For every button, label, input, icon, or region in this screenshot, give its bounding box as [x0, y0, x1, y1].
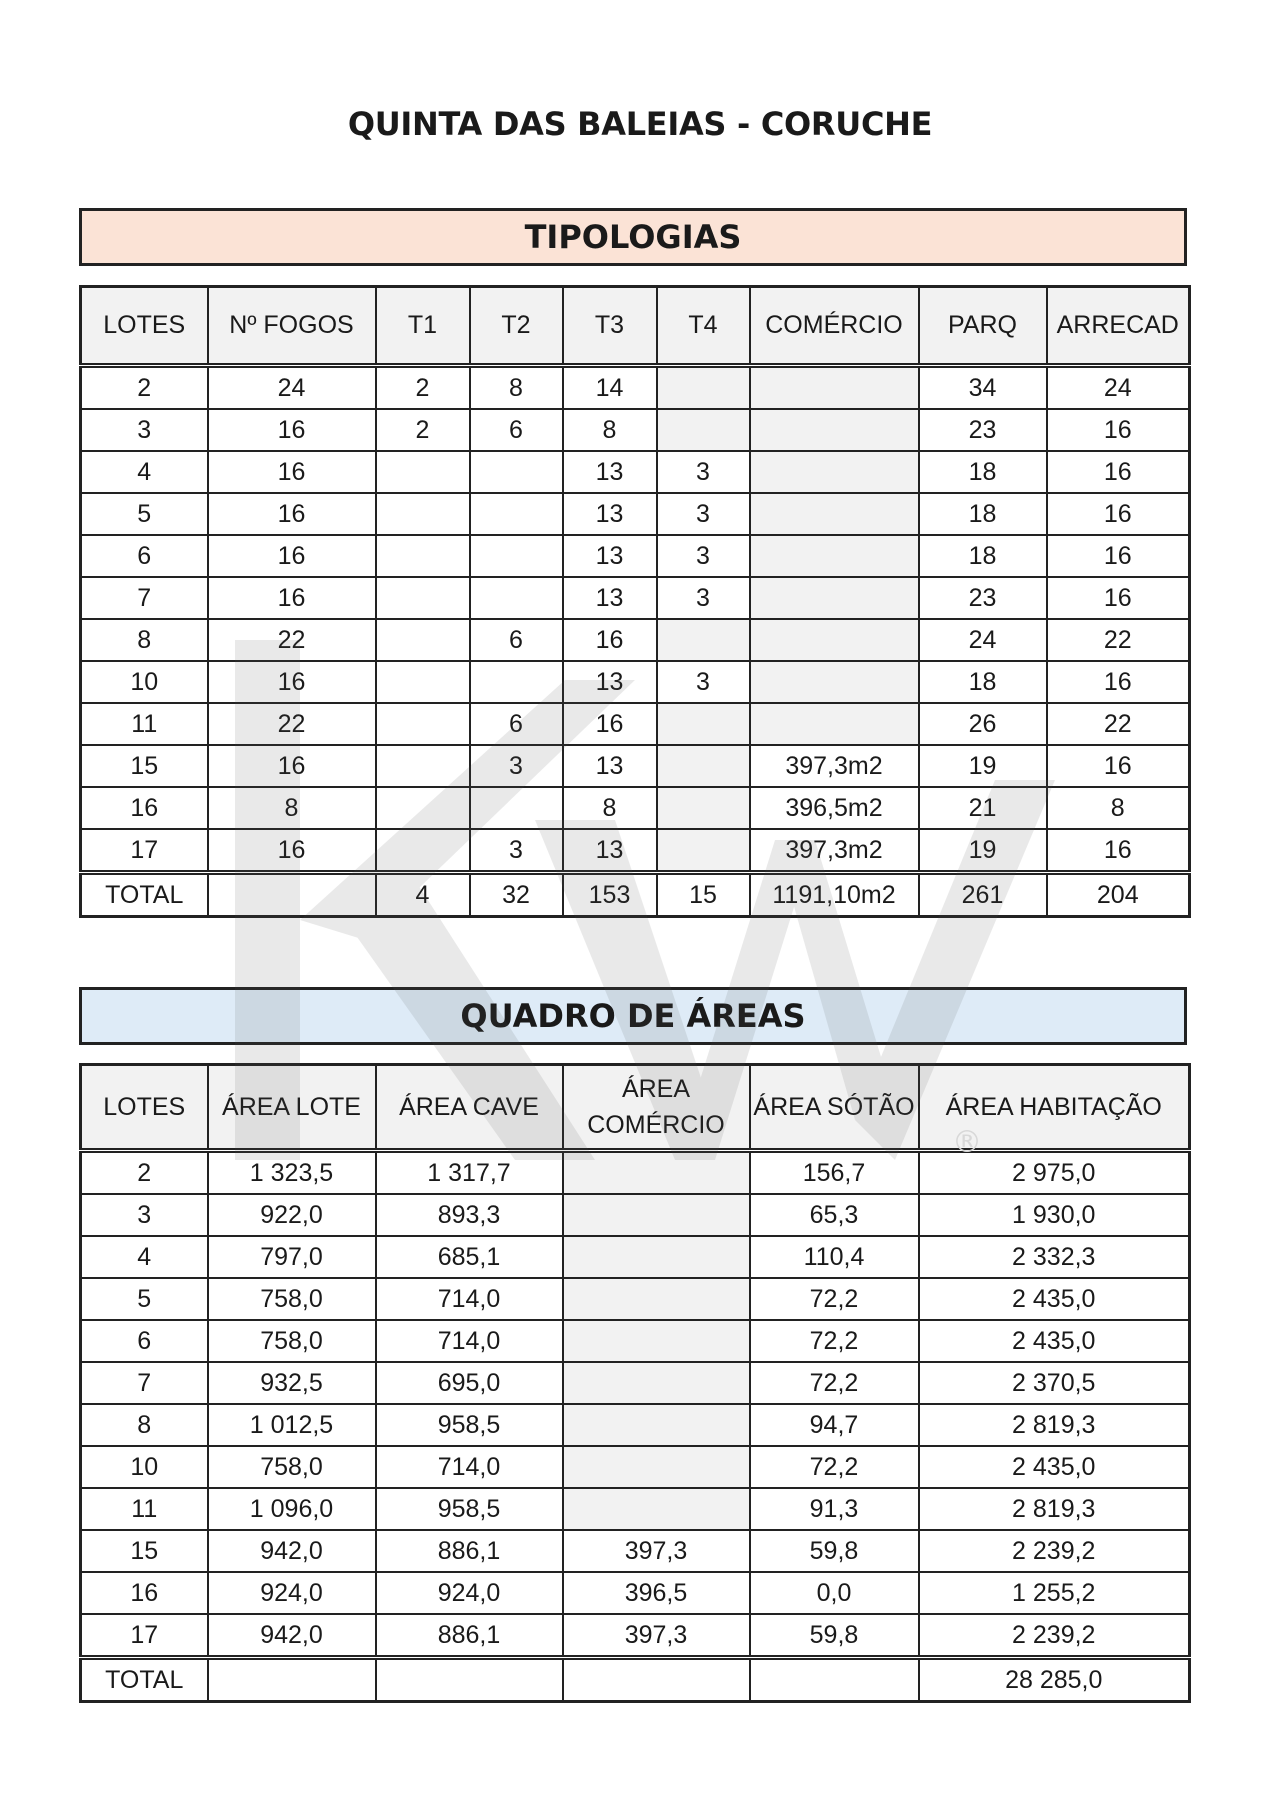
- table-cell: 1 255,2: [919, 1572, 1190, 1614]
- table-cell: 714,0: [376, 1278, 563, 1320]
- table-cell: 924,0: [376, 1572, 563, 1614]
- table-cell: [657, 829, 750, 873]
- table-cell: 942,0: [208, 1614, 376, 1658]
- table-cell: 23: [919, 409, 1047, 451]
- column-header: ÁREA SÓTÃO: [750, 1065, 919, 1151]
- table-cell: [563, 1658, 750, 1702]
- table-cell: [750, 451, 919, 493]
- table-cell: [470, 493, 563, 535]
- table-cell: 2 239,2: [919, 1530, 1190, 1572]
- table-cell: [563, 1236, 750, 1278]
- table-cell: 1 323,5: [208, 1151, 376, 1195]
- column-header: ARRECAD: [1047, 287, 1190, 366]
- table-row: [81, 1362, 1190, 1404]
- table-row: [81, 1404, 1190, 1446]
- column-header: COMÉRCIO: [750, 287, 919, 366]
- table-row: [81, 493, 1190, 535]
- table-cell: [750, 703, 919, 745]
- column-header: ÁREA CAVE: [376, 1065, 563, 1151]
- table-cell: [563, 1320, 750, 1362]
- areas-heading: QUADRO DE ÁREAS: [79, 987, 1187, 1045]
- table-cell: 714,0: [376, 1320, 563, 1362]
- table-cell: [750, 619, 919, 661]
- table-cell: 17: [81, 1614, 208, 1658]
- table-cell: 153: [563, 873, 657, 917]
- table-cell: 886,1: [376, 1530, 563, 1572]
- table-row: [81, 1278, 1190, 1320]
- table-cell: 2 435,0: [919, 1320, 1190, 1362]
- table-cell: [657, 745, 750, 787]
- table-cell: 8: [81, 619, 208, 661]
- table-cell: [376, 619, 470, 661]
- table-cell: 3: [657, 451, 750, 493]
- table-row: [81, 1236, 1190, 1278]
- table-cell: 6: [470, 703, 563, 745]
- table-cell: [563, 1278, 750, 1320]
- table-cell: 13: [563, 451, 657, 493]
- tipologias-table: [79, 285, 1191, 918]
- table-cell: 8: [563, 409, 657, 451]
- table-cell: 8: [1047, 787, 1190, 829]
- table-cell: 72,2: [750, 1446, 919, 1488]
- table-cell: 2 370,5: [919, 1362, 1190, 1404]
- table-cell: 16: [1047, 493, 1190, 535]
- table-cell: 4: [81, 451, 208, 493]
- table-cell: [376, 661, 470, 703]
- table-cell: 18: [919, 493, 1047, 535]
- table-cell: [563, 1446, 750, 1488]
- table-row: [81, 1151, 1190, 1195]
- table-row: [81, 535, 1190, 577]
- table-cell: 2: [81, 366, 208, 410]
- table-cell: [657, 619, 750, 661]
- table-cell: 7: [81, 577, 208, 619]
- table-cell: 886,1: [376, 1614, 563, 1658]
- table-cell: 16: [563, 703, 657, 745]
- table-cell: 2 975,0: [919, 1151, 1190, 1195]
- table-cell: [750, 535, 919, 577]
- table-header-row: [81, 1065, 1190, 1151]
- table-cell: [376, 577, 470, 619]
- table-row: [81, 451, 1190, 493]
- table-cell: 16: [208, 829, 376, 873]
- column-header: Nº FOGOS: [208, 287, 376, 366]
- table-cell: 7: [81, 1362, 208, 1404]
- table-cell: [563, 1151, 750, 1195]
- table-cell: 2: [376, 366, 470, 410]
- table-cell: 4: [81, 1236, 208, 1278]
- table-cell: 19: [919, 829, 1047, 873]
- page-title: QUINTA DAS BALEIAS - CORUCHE: [347, 105, 933, 143]
- table-cell: 695,0: [376, 1362, 563, 1404]
- table-cell: 958,5: [376, 1488, 563, 1530]
- table-cell: 3: [470, 829, 563, 873]
- table-row: [81, 1488, 1190, 1530]
- table-cell: 13: [563, 661, 657, 703]
- column-header: ÁREA COMÉRCIO: [563, 1065, 750, 1151]
- table-row: [81, 1446, 1190, 1488]
- table-row: [81, 366, 1190, 410]
- table-cell: 758,0: [208, 1278, 376, 1320]
- table-cell: 2 239,2: [919, 1614, 1190, 1658]
- table-cell: [750, 1658, 919, 1702]
- table-cell: [470, 577, 563, 619]
- table-cell: 2 435,0: [919, 1278, 1190, 1320]
- column-header: ÁREA LOTE: [208, 1065, 376, 1151]
- table-cell: 758,0: [208, 1320, 376, 1362]
- table-cell: 21: [919, 787, 1047, 829]
- areas-table: [79, 1063, 1191, 1703]
- table-row: [81, 1194, 1190, 1236]
- table-cell: 22: [208, 619, 376, 661]
- table-cell: 2 332,3: [919, 1236, 1190, 1278]
- table-row: [81, 1614, 1190, 1658]
- table-cell: 16: [208, 661, 376, 703]
- table-cell: 22: [1047, 619, 1190, 661]
- table-cell: 16: [81, 787, 208, 829]
- table-cell: 758,0: [208, 1446, 376, 1488]
- tipologias-heading: TIPOLOGIAS: [79, 208, 1187, 266]
- table-row: [81, 829, 1190, 873]
- table-row: [81, 787, 1190, 829]
- table-cell: 16: [208, 493, 376, 535]
- table-row: [81, 1572, 1190, 1614]
- table-cell: 397,3m2: [750, 829, 919, 873]
- table-cell: [376, 745, 470, 787]
- table-cell: 397,3m2: [750, 745, 919, 787]
- table-cell: TOTAL: [81, 873, 208, 917]
- table-cell: 0,0: [750, 1572, 919, 1614]
- table-cell: 16: [208, 451, 376, 493]
- table-cell: 6: [81, 1320, 208, 1362]
- table-cell: 16: [1047, 829, 1190, 873]
- table-cell: 28 285,0: [919, 1658, 1190, 1702]
- table-cell: [376, 703, 470, 745]
- table-cell: 797,0: [208, 1236, 376, 1278]
- table-cell: 6: [81, 535, 208, 577]
- table-cell: 59,8: [750, 1530, 919, 1572]
- table-cell: 3: [657, 535, 750, 577]
- table-cell: 18: [919, 535, 1047, 577]
- column-header: LOTES: [81, 1065, 208, 1151]
- table-cell: [563, 1404, 750, 1446]
- table-cell: 16: [208, 577, 376, 619]
- table-cell: 13: [563, 829, 657, 873]
- table-cell: [750, 577, 919, 619]
- table-cell: [376, 535, 470, 577]
- table-cell: 15: [81, 745, 208, 787]
- table-cell: [563, 1362, 750, 1404]
- table-cell: 8: [470, 366, 563, 410]
- table-cell: 13: [563, 745, 657, 787]
- table-cell: 14: [563, 366, 657, 410]
- table-cell: [657, 366, 750, 410]
- column-header: PARQ: [919, 287, 1047, 366]
- table-cell: [750, 409, 919, 451]
- table-cell: 34: [919, 366, 1047, 410]
- column-header: T4: [657, 287, 750, 366]
- table-cell: 5: [81, 1278, 208, 1320]
- table-cell: 924,0: [208, 1572, 376, 1614]
- table-cell: 3: [81, 1194, 208, 1236]
- table-cell: [750, 661, 919, 703]
- table-cell: 24: [208, 366, 376, 410]
- table-cell: 10: [81, 1446, 208, 1488]
- table-cell: 16: [1047, 409, 1190, 451]
- table-cell: 13: [563, 535, 657, 577]
- table-cell: 11: [81, 1488, 208, 1530]
- table-cell: 59,8: [750, 1614, 919, 1658]
- table-cell: 18: [919, 661, 1047, 703]
- table-cell: 1 096,0: [208, 1488, 376, 1530]
- table-cell: 958,5: [376, 1404, 563, 1446]
- table-cell: 32: [470, 873, 563, 917]
- table-cell: 16: [81, 1572, 208, 1614]
- table-cell: 16: [1047, 745, 1190, 787]
- table-cell: 11: [81, 703, 208, 745]
- table-cell: [657, 703, 750, 745]
- table-cell: 3: [657, 661, 750, 703]
- table-cell: 16: [208, 409, 376, 451]
- table-cell: [750, 493, 919, 535]
- table-cell: 204: [1047, 873, 1190, 917]
- column-header: T3: [563, 287, 657, 366]
- table-cell: 685,1: [376, 1236, 563, 1278]
- column-header: ÁREA HABITAÇÃO: [919, 1065, 1190, 1151]
- table-cell: 2 819,3: [919, 1488, 1190, 1530]
- table-cell: 16: [208, 745, 376, 787]
- table-row: [81, 409, 1190, 451]
- table-cell: 893,3: [376, 1194, 563, 1236]
- table-cell: 922,0: [208, 1194, 376, 1236]
- table-cell: 3: [470, 745, 563, 787]
- table-row: [81, 619, 1190, 661]
- table-cell: 396,5m2: [750, 787, 919, 829]
- table-cell: 2 819,3: [919, 1404, 1190, 1446]
- table-cell: [470, 787, 563, 829]
- total-row: [81, 873, 1190, 917]
- table-cell: 16: [1047, 451, 1190, 493]
- table-cell: 932,5: [208, 1362, 376, 1404]
- table-cell: 714,0: [376, 1446, 563, 1488]
- table-cell: 2: [81, 1151, 208, 1195]
- table-cell: 22: [1047, 703, 1190, 745]
- table-cell: 18: [919, 451, 1047, 493]
- table-cell: 24: [919, 619, 1047, 661]
- table-cell: [657, 787, 750, 829]
- table-cell: [470, 661, 563, 703]
- table-cell: 2 435,0: [919, 1446, 1190, 1488]
- table-cell: 3: [657, 577, 750, 619]
- table-cell: 16: [1047, 535, 1190, 577]
- table-cell: 16: [208, 535, 376, 577]
- table-cell: 72,2: [750, 1362, 919, 1404]
- registered-mark: ®: [952, 1125, 982, 1160]
- table-header-row: [81, 287, 1190, 366]
- table-cell: 397,3: [563, 1530, 750, 1572]
- column-header: T2: [470, 287, 563, 366]
- table-cell: [563, 1194, 750, 1236]
- table-cell: [376, 829, 470, 873]
- table-cell: 8: [81, 1404, 208, 1446]
- table-row: [81, 577, 1190, 619]
- table-row: [81, 1530, 1190, 1572]
- table-cell: 396,5: [563, 1572, 750, 1614]
- table-cell: 65,3: [750, 1194, 919, 1236]
- table-cell: 94,7: [750, 1404, 919, 1446]
- table-cell: [470, 535, 563, 577]
- table-cell: 91,3: [750, 1488, 919, 1530]
- table-cell: 23: [919, 577, 1047, 619]
- table-cell: 6: [470, 409, 563, 451]
- table-cell: 6: [470, 619, 563, 661]
- table-cell: 72,2: [750, 1320, 919, 1362]
- column-header: T1: [376, 287, 470, 366]
- table-cell: 261: [919, 873, 1047, 917]
- table-cell: 1 317,7: [376, 1151, 563, 1195]
- table-cell: 156,7: [750, 1151, 919, 1195]
- table-cell: 17: [81, 829, 208, 873]
- table-row: [81, 661, 1190, 703]
- table-cell: 72,2: [750, 1278, 919, 1320]
- total-row: [81, 1658, 1190, 1702]
- table-cell: 3: [657, 493, 750, 535]
- table-cell: 15: [657, 873, 750, 917]
- table-cell: [470, 451, 563, 493]
- table-cell: 1 930,0: [919, 1194, 1190, 1236]
- column-header: LOTES: [81, 287, 208, 366]
- table-cell: 19: [919, 745, 1047, 787]
- table-cell: [657, 409, 750, 451]
- table-cell: 942,0: [208, 1530, 376, 1572]
- table-cell: 24: [1047, 366, 1190, 410]
- table-cell: 16: [563, 619, 657, 661]
- table-cell: 10: [81, 661, 208, 703]
- table-cell: [376, 493, 470, 535]
- table-cell: 1 012,5: [208, 1404, 376, 1446]
- table-cell: 5: [81, 493, 208, 535]
- table-cell: 2: [376, 409, 470, 451]
- table-row: [81, 703, 1190, 745]
- table-cell: 16: [1047, 577, 1190, 619]
- table-cell: [208, 1658, 376, 1702]
- table-cell: 397,3: [563, 1614, 750, 1658]
- table-cell: 4: [376, 873, 470, 917]
- table-cell: 13: [563, 493, 657, 535]
- table-cell: 26: [919, 703, 1047, 745]
- table-cell: [376, 787, 470, 829]
- table-cell: [750, 366, 919, 410]
- table-cell: 8: [563, 787, 657, 829]
- table-cell: 8: [208, 787, 376, 829]
- table-cell: 15: [81, 1530, 208, 1572]
- table-row: [81, 1320, 1190, 1362]
- table-row: [81, 745, 1190, 787]
- table-cell: [208, 873, 376, 917]
- table-cell: 3: [81, 409, 208, 451]
- table-cell: [376, 451, 470, 493]
- table-cell: 16: [1047, 661, 1190, 703]
- table-cell: 1191,10m2: [750, 873, 919, 917]
- table-cell: [563, 1488, 750, 1530]
- table-cell: 110,4: [750, 1236, 919, 1278]
- table-cell: 13: [563, 577, 657, 619]
- table-cell: TOTAL: [81, 1658, 208, 1702]
- table-cell: [376, 1658, 563, 1702]
- table-cell: 22: [208, 703, 376, 745]
